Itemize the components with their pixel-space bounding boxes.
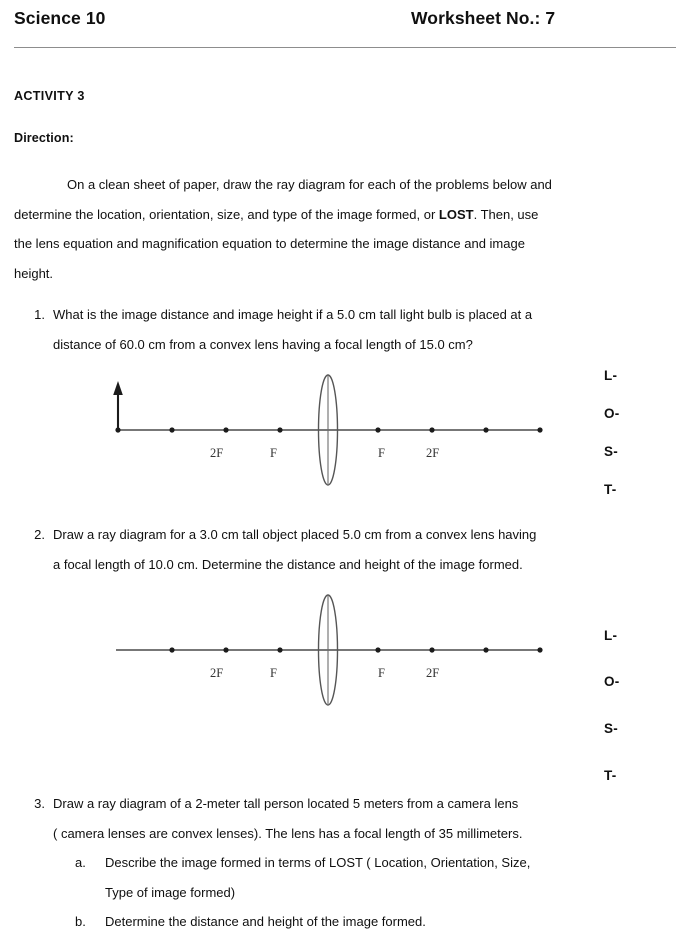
question-3-line-1: Draw a ray diagram of a 2-meter tall person located 5 meters from a camera lens	[53, 796, 519, 811]
question-2-text	[53, 520, 676, 579]
lost-labels-1	[604, 368, 664, 508]
focal-label-f-left: F	[270, 666, 277, 680]
subitem-a-number: a.	[75, 855, 86, 870]
focal-label-2f-left: 2F	[210, 446, 224, 460]
question-1-line-2: distance of 60.0 cm from a convex lens having a focal length of 15.0 cm?	[53, 336, 473, 352]
subitem-b-line-1: Determine the distance and height of the image formed.	[105, 914, 426, 929]
question-1-text	[53, 300, 676, 359]
ray-diagram-1	[100, 368, 570, 503]
direction-line-3	[14, 229, 676, 259]
question-3-line-2: ( camera lenses are convex lenses). The lens has a focal length of 35 millimeters.	[53, 825, 523, 841]
lost-emphasis: LOST	[438, 206, 474, 222]
lost-label-type: T-	[604, 482, 617, 497]
focal-label-2f-left: 2F	[210, 666, 224, 680]
question-3-text	[53, 789, 676, 848]
lost-label-orientation: O-	[604, 674, 620, 689]
focal-label-f-left: F	[270, 446, 277, 460]
direction-line-4	[14, 259, 676, 289]
lost-label-size: S-	[604, 444, 618, 459]
direction-text-1: On a clean sheet of paper, draw the ray diagram for each of the problems below and	[67, 177, 552, 192]
direction-text-3: the lens equation and magnification equation to determine the image distance and image	[14, 236, 525, 251]
direction-line-2	[14, 200, 676, 230]
direction-text-2a: determine the location, orientation, size, and type of the image formed, or	[14, 206, 439, 222]
lost-label-size: S-	[604, 721, 618, 736]
subitem-a-text	[105, 848, 676, 907]
header-divider	[14, 47, 676, 48]
focal-label-2f-right: 2F	[426, 446, 440, 460]
ray-diagram-2	[100, 588, 570, 723]
question-2-number: 2.	[34, 527, 45, 542]
question-2-line-2: a focal length of 10.0 cm. Determine the distance and height of the image formed.	[53, 556, 523, 572]
focal-label-2f-right: 2F	[426, 666, 440, 680]
question-3-number: 3.	[34, 796, 45, 811]
direction-label: Direction:	[14, 131, 74, 145]
subitem-a-line-2: Type of image formed)	[105, 884, 236, 900]
focal-label-f-right: F	[378, 446, 385, 460]
lost-label-type: T-	[604, 768, 617, 783]
question-1-number: 1.	[34, 307, 45, 322]
activity-heading: ACTIVITY 3	[14, 89, 85, 103]
lost-label-orientation: O-	[604, 406, 620, 421]
lost-labels-2	[604, 628, 664, 788]
course-title: Science 10	[14, 8, 106, 28]
lost-label-location: L-	[604, 368, 618, 383]
lost-label-location: L-	[604, 628, 618, 643]
worksheet-number: Worksheet No.: 7	[411, 8, 556, 28]
direction-text-2b: . Then, use	[473, 206, 539, 222]
subitem-b-number: b.	[75, 914, 86, 929]
question-1-line-1: What is the image distance and image height if a 5.0 cm tall light bulb is placed at a	[53, 307, 533, 322]
direction-paragraph	[14, 170, 676, 288]
direction-line-1	[14, 170, 676, 200]
page-header	[0, 0, 676, 48]
subitem-b-text	[105, 907, 676, 937]
direction-text-4: height.	[14, 265, 54, 281]
subitem-a-line-1: Describe the image formed in terms of LOST ( Location, Orientation, Size,	[105, 855, 531, 870]
question-2-line-1: Draw a ray diagram for a 3.0 cm tall object placed 5.0 cm from a convex lens having	[53, 527, 537, 542]
focal-label-f-right: F	[378, 666, 385, 680]
